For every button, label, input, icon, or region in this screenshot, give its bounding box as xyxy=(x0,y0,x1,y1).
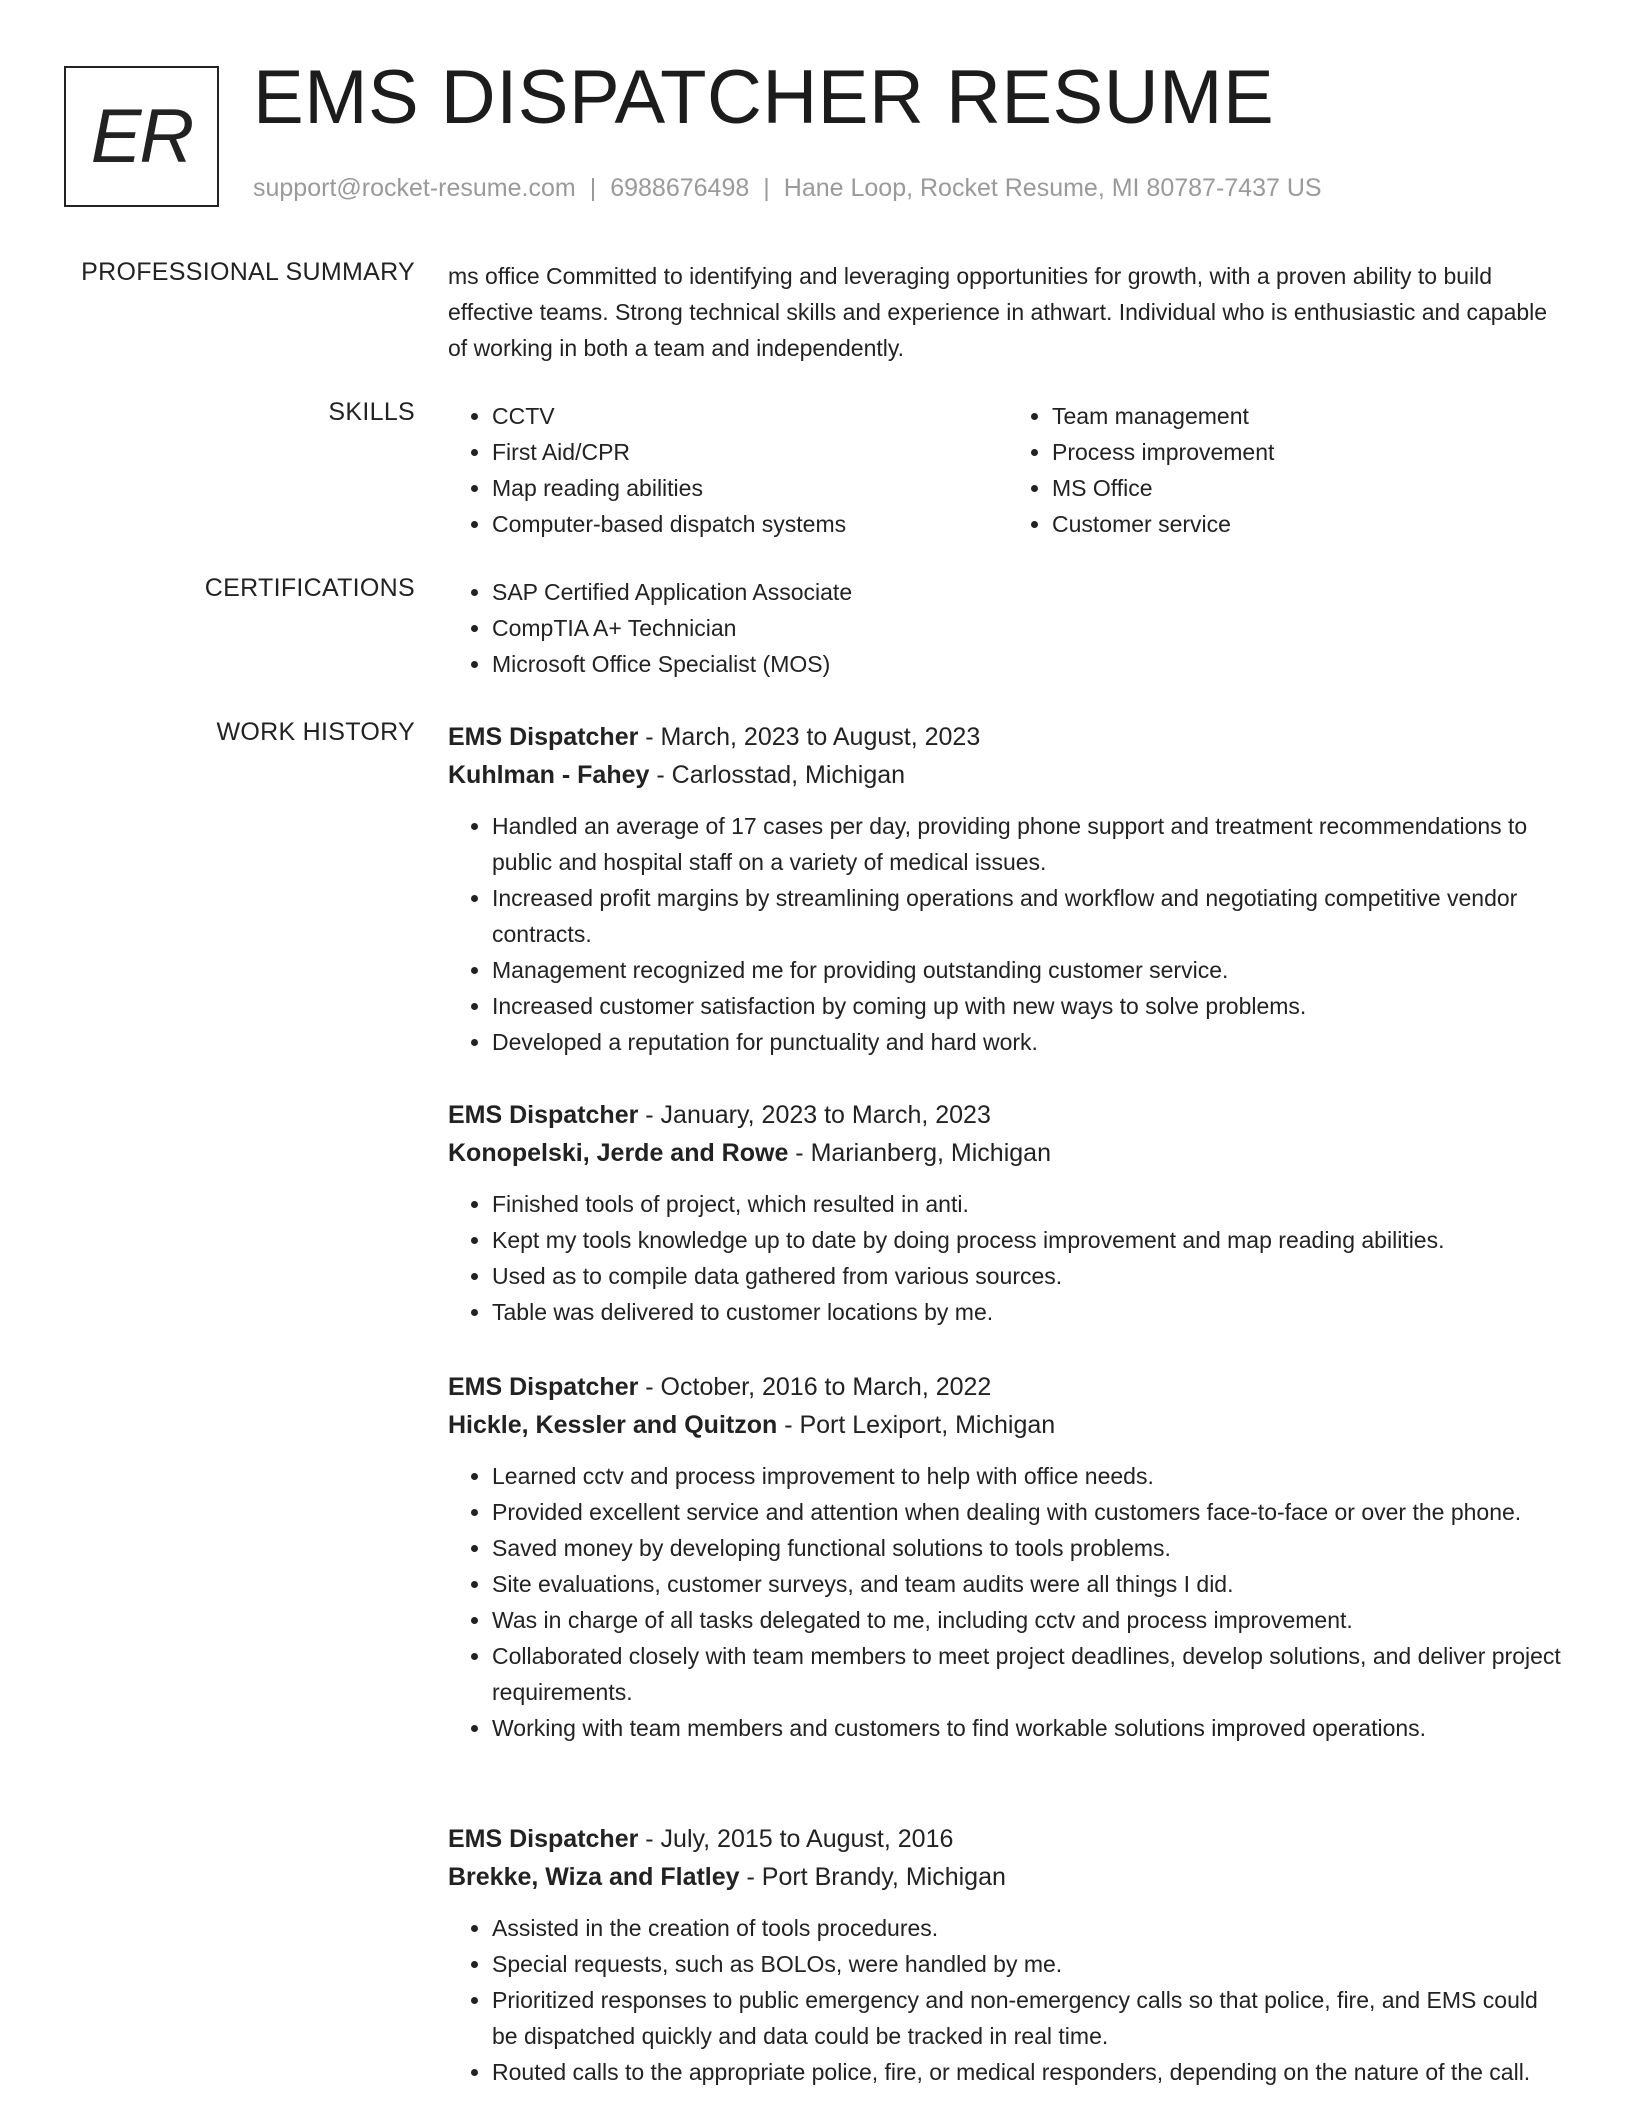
job-bullet: • Saved money by developing functional solutions to tools problems. xyxy=(492,1530,1568,1566)
skill-item: • Map reading abilities xyxy=(492,470,1008,506)
certification-item: • CompTIA A+ Technician xyxy=(492,610,1568,646)
job-entry xyxy=(448,1368,1568,1746)
job-title: EMS Dispatcher xyxy=(448,723,639,751)
contact-address: Hane Loop, Rocket Resume, MI 80787-7437 US xyxy=(783,174,1322,202)
job-bullets xyxy=(448,1186,1568,1330)
job-entry xyxy=(448,1820,1568,2090)
section-label-work-history: WORK HISTORY xyxy=(216,718,415,746)
job-location: - Carlosstad, Michigan xyxy=(649,761,906,789)
job-bullet: • Table was delivered to customer locations by me. xyxy=(492,1294,1568,1330)
job-company: Konopelski, Jerde and Rowe xyxy=(448,1139,789,1167)
job-bullet: • Was in charge of all tasks delegated to me, including cctv and process improvement. xyxy=(492,1602,1568,1638)
job-bullet: • Increased profit margins by streamlining operations and workflow and negotiating competitive vendor contracts. xyxy=(492,880,1568,952)
contact-separator: | xyxy=(589,174,597,202)
certifications-list xyxy=(448,574,1568,682)
job-bullets xyxy=(448,1910,1568,2090)
skill-item: • Computer-based dispatch systems xyxy=(492,506,1008,542)
job-title: EMS Dispatcher xyxy=(448,1373,639,1401)
skill-item: • First Aid/CPR xyxy=(492,434,1008,470)
monogram-logo: ER xyxy=(64,66,219,207)
job-bullet: • Routed calls to the appropriate police, fire, or medical responders, depending on the nature of the call. xyxy=(492,2054,1568,2090)
summary-text: ms office Committed to identifying and leveraging opportunities for growth, with a proven ability to build effective teams. Strong technical skills and experience in athwart. Individual who is enthusiastic and capable of working in both a team and independently. xyxy=(448,263,1548,361)
job-bullet: • Assisted in the creation of tools procedures. xyxy=(492,1910,1568,1946)
job-company: Brekke, Wiza and Flatley xyxy=(448,1863,740,1891)
job-title: EMS Dispatcher xyxy=(448,1101,639,1129)
skills-column-right xyxy=(1008,398,1568,542)
job-dates: - July, 2015 to August, 2016 xyxy=(638,1825,954,1853)
job-bullet: • Prioritized responses to public emergency and non-emergency calls so that police, fire, and EMS could be dispatched quickly and data could be tracked in real time. xyxy=(492,1982,1568,2054)
job-entry xyxy=(448,718,1568,1060)
skill-item: • Team management xyxy=(1052,398,1568,434)
job-bullet: • Kept my tools knowledge up to date by doing process improvement and map reading abilities. xyxy=(492,1222,1568,1258)
job-bullet: • Special requests, such as BOLOs, were handled by me. xyxy=(492,1946,1568,1982)
skill-item: • CCTV xyxy=(492,398,1008,434)
job-company: Kuhlman - Fahey xyxy=(448,761,650,789)
skill-item: • Process improvement xyxy=(1052,434,1568,470)
job-bullet: • Working with team members and customers to find workable solutions improved operations. xyxy=(492,1710,1568,1746)
job-company: Hickle, Kessler and Quitzon xyxy=(448,1411,778,1439)
job-dates: - January, 2023 to March, 2023 xyxy=(638,1101,991,1129)
section-label-summary: PROFESSIONAL SUMMARY xyxy=(81,258,415,286)
section-label-certifications: CERTIFICATIONS xyxy=(204,574,415,602)
job-bullet: • Collaborated closely with team members to meet project deadlines, develop solutions, and deliver project requirements. xyxy=(492,1638,1568,1710)
section-label-skills: SKILLS xyxy=(328,398,415,426)
skill-item: • MS Office xyxy=(1052,470,1568,506)
job-bullets xyxy=(448,1458,1568,1746)
job-bullet: • Developed a reputation for punctuality and hard work. xyxy=(492,1024,1568,1060)
certification-item: • SAP Certified Application Associate xyxy=(492,574,1568,610)
page-title: EMS DISPATCHER RESUME xyxy=(253,55,1275,140)
contact-separator: | xyxy=(763,174,770,202)
job-bullets xyxy=(448,808,1568,1060)
job-bullet: • Increased customer satisfaction by coming up with new ways to solve problems. xyxy=(492,988,1568,1024)
certification-item: • Microsoft Office Specialist (MOS) xyxy=(492,646,1568,682)
job-dates: - October, 2016 to March, 2022 xyxy=(638,1373,992,1401)
skills-list xyxy=(448,398,1568,542)
job-location: - Marianberg, Michigan xyxy=(788,1139,1051,1167)
job-bullet: • Used as to compile data gathered from various sources. xyxy=(492,1258,1568,1294)
job-bullet: • Finished tools of project, which resulted in anti. xyxy=(492,1186,1568,1222)
skills-column-left xyxy=(448,398,1008,542)
job-dates: - March, 2023 to August, 2023 xyxy=(638,723,981,751)
job-entry xyxy=(448,1096,1568,1330)
job-location: - Port Brandy, Michigan xyxy=(739,1863,1006,1891)
contact-phone: 6988676498 xyxy=(610,174,750,202)
skill-item: • Customer service xyxy=(1052,506,1568,542)
job-bullet: • Site evaluations, customer surveys, and team audits were all things I did. xyxy=(492,1566,1568,1602)
job-title: EMS Dispatcher xyxy=(448,1825,639,1853)
job-bullet: • Handled an average of 17 cases per day, providing phone support and treatment recommendations to public and hospital staff on a variety of medical issues. xyxy=(492,808,1568,880)
job-bullet: • Learned cctv and process improvement to help with office needs. xyxy=(492,1458,1568,1494)
job-location: - Port Lexiport, Michigan xyxy=(777,1411,1056,1439)
job-bullet: • Management recognized me for providing outstanding customer service. xyxy=(492,952,1568,988)
job-bullet: • Provided excellent service and attention when dealing with customers face-to-face or over the phone. xyxy=(492,1494,1568,1530)
contact-line xyxy=(253,174,1322,203)
contact-email: support@rocket-resume.com xyxy=(253,174,576,202)
